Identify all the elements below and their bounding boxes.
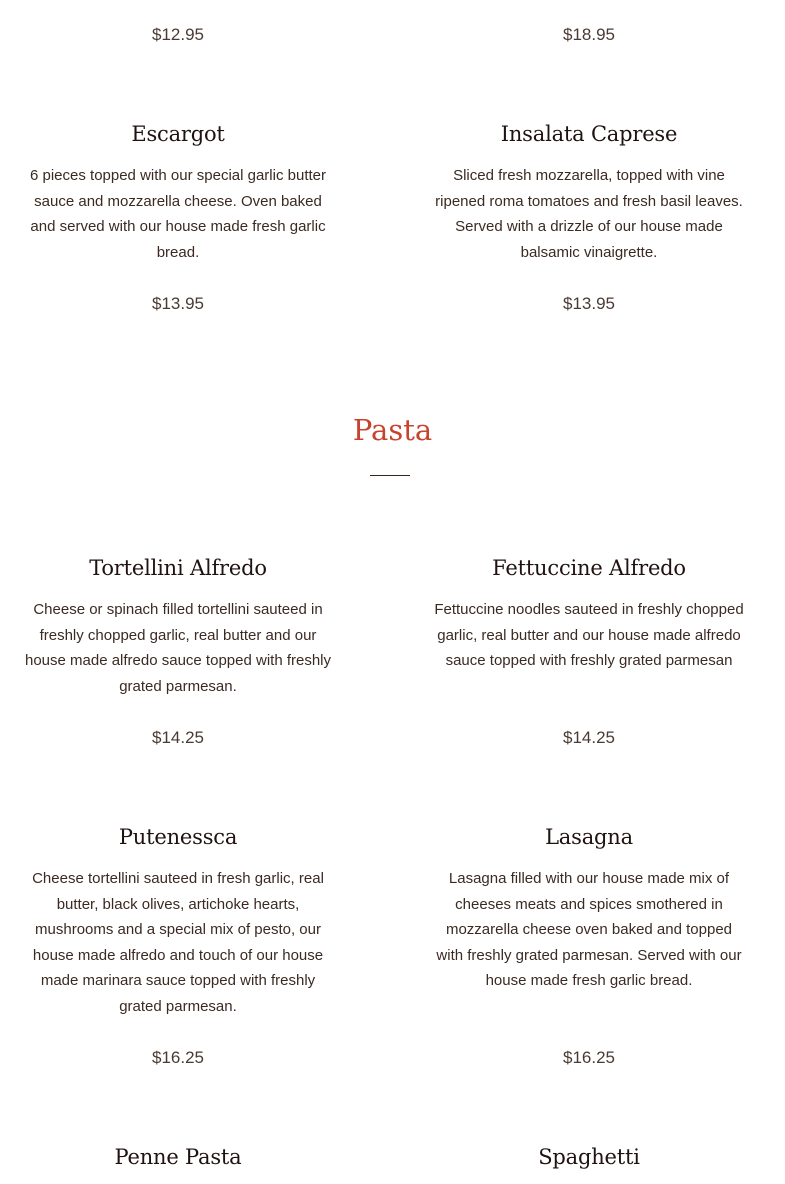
dish-description: 6 pieces topped with our special garlic butter sauce and mozzarella cheese. Oven baked and served with our house made fresh garlic bread.	[29, 167, 326, 261]
dish-price: $14.25	[563, 728, 615, 747]
menu-item-fettuccine-alfredo	[434, 555, 744, 747]
dish-price: $13.95	[152, 294, 204, 313]
dish-price: $14.25	[152, 728, 204, 747]
menu-item-escargot	[23, 121, 333, 313]
menu-item-putenessca	[23, 824, 333, 1067]
dish-title: Spaghetti	[538, 1145, 640, 1169]
dish-price: $16.25	[563, 1048, 615, 1067]
dish-price: $12.95	[152, 25, 204, 44]
dish-title: Tortellini Alfredo	[89, 556, 267, 580]
dish-description: Sliced fresh mozzarella, topped with vine ripened roma tomatoes and fresh basil leaves. Served with a drizzle of our house made balsamic vinaigrette.	[435, 167, 743, 261]
dish-description: Fettuccine noodles sauteed in freshly chopped garlic, real butter and our house made alfredo sauce topped with freshly grated parmesan	[434, 601, 744, 669]
dish-title: Insalata Caprese	[500, 122, 678, 146]
dish-description: Cheese or spinach filled tortellini sauteed in freshly chopped garlic, real butter and our house made alfredo sauce topped with freshly grated parmesan.	[24, 601, 332, 695]
menu-item-penne-pasta	[23, 1144, 333, 1170]
menu-item-insalata-caprese	[434, 121, 744, 313]
dish-title: Escargot	[131, 122, 225, 146]
dish-title: Putenessca	[118, 825, 238, 849]
menu-item-spaghetti	[434, 1144, 744, 1170]
dish-title: Lasagna	[545, 825, 633, 849]
dish-price: $16.25	[152, 1048, 204, 1067]
menu-item-lasagna	[434, 824, 744, 1067]
section-divider	[370, 475, 410, 476]
dish-price: $18.95	[563, 25, 615, 44]
dish-description: Cheese tortellini sauteed in fresh garlic, real butter, black olives, artichoke hearts, mushrooms and a special mix of pesto, our house made alfredo and touch of our house made marinara sauce topped with freshly grated parmesan.	[32, 870, 324, 1015]
dish-title: Fettuccine Alfredo	[492, 556, 686, 580]
dish-description: Lasagna filled with our house made mix of cheeses meats and spices smothered in mozzarella cheese oven baked and topped with freshly grated parmesan. Served with our house made fresh garlic bread.	[436, 870, 742, 989]
section-title-pasta: Pasta	[352, 413, 433, 447]
dish-price: $13.95	[563, 294, 615, 313]
menu-item-tortellini-alfredo	[23, 555, 333, 747]
dish-title: Penne Pasta	[114, 1145, 242, 1169]
